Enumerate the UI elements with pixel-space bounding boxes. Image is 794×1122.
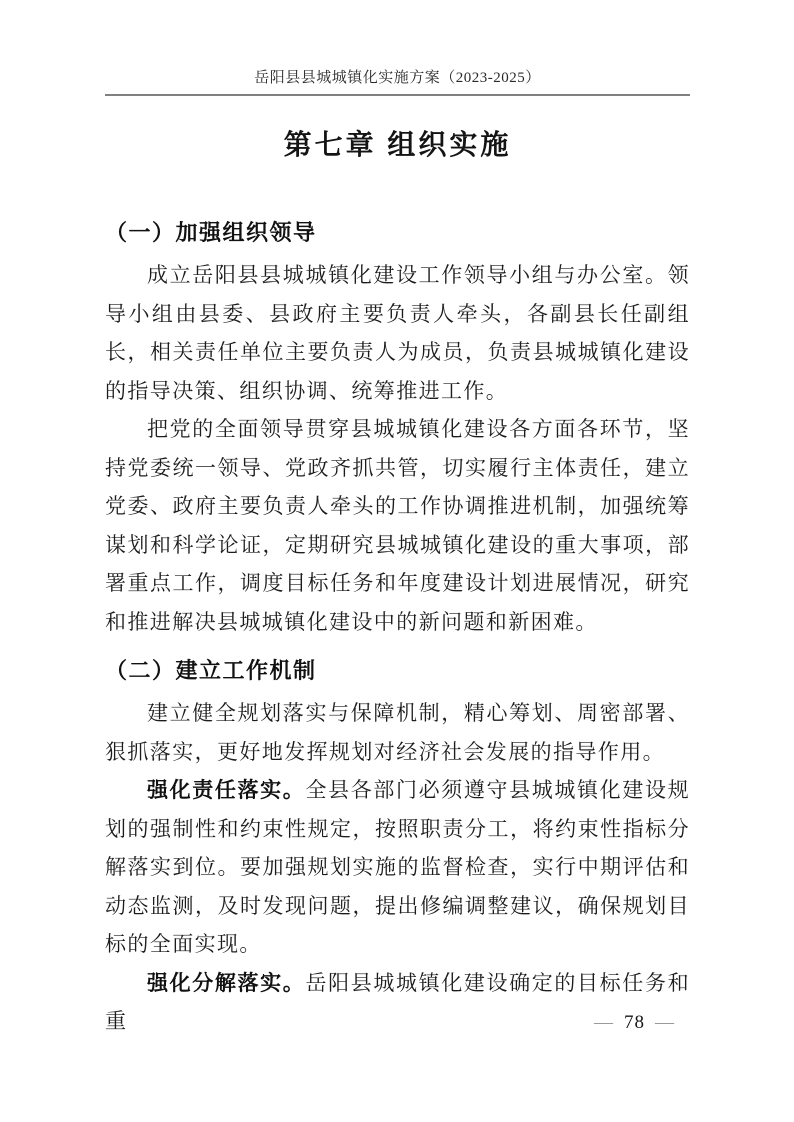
page-footer bbox=[594, 1012, 675, 1034]
paragraph bbox=[105, 410, 690, 641]
page-number: 78 bbox=[624, 1012, 645, 1033]
paragraph-text: 全县各部门必须遵守县城城镇化建设规划的强制性和约束性规定，按照职责分工，将约束性指标分解落实到位。要加强规划实施的监督检查，实行中期评估和动态监测，及时发现问题，提出修编调整建议，确保规划目标的全面实现。 bbox=[105, 778, 690, 956]
paragraph-lead: 强化责任落实。 bbox=[147, 778, 306, 802]
paragraph bbox=[105, 256, 690, 410]
footer-dash-left: — bbox=[594, 1012, 614, 1033]
document-content bbox=[105, 127, 690, 1041]
footer-dash-right: — bbox=[655, 1012, 675, 1033]
section-heading-2: （二）建立工作机制 bbox=[105, 658, 317, 683]
header-divider bbox=[105, 94, 690, 96]
section-heading-1: （一）加强组织领导 bbox=[105, 220, 317, 245]
page-header bbox=[105, 66, 690, 96]
header-title: 岳阳县县城城镇化实施方案（2023-2025） bbox=[254, 70, 541, 86]
paragraph-text: 成立岳阳县县城城镇化建设工作领导小组与办公室。领导小组由县委、县政府主要负责人牵头，各副县长任副组长，相关责任单位主要负责人为成员，负责县城城镇化建设的指导决策、组织协调、统筹推进工作。 bbox=[105, 263, 690, 403]
paragraph-text: 岳阳县城城镇化建设确定的目标任务和重 bbox=[105, 970, 690, 1033]
paragraph bbox=[105, 771, 690, 964]
paragraph-text: 把党的全面领导贯穿县城城镇化建设各方面各环节，坚持党委统一领导、党政齐抓共管，切实履行主体责任，建立党委、政府主要负责人牵头的工作协调推进机制，加强统筹谋划和科学论证，定期研究县城城镇化建设的重大事项，部署重点工作，调度目标任务和年度建设计划进展情况，研究和推进解决县城城镇化建设中的新问题和新困难。 bbox=[105, 417, 690, 634]
paragraph-lead: 强化分解落实。 bbox=[147, 970, 306, 995]
paragraph-text: 建立健全规划落实与保障机制，精心筹划、周密部署、狠抓落实，更好地发挥规划对经济社会发展的指导作用。 bbox=[105, 701, 690, 764]
paragraph bbox=[105, 694, 690, 771]
chapter-title: 第七章 组织实施 bbox=[283, 129, 512, 160]
